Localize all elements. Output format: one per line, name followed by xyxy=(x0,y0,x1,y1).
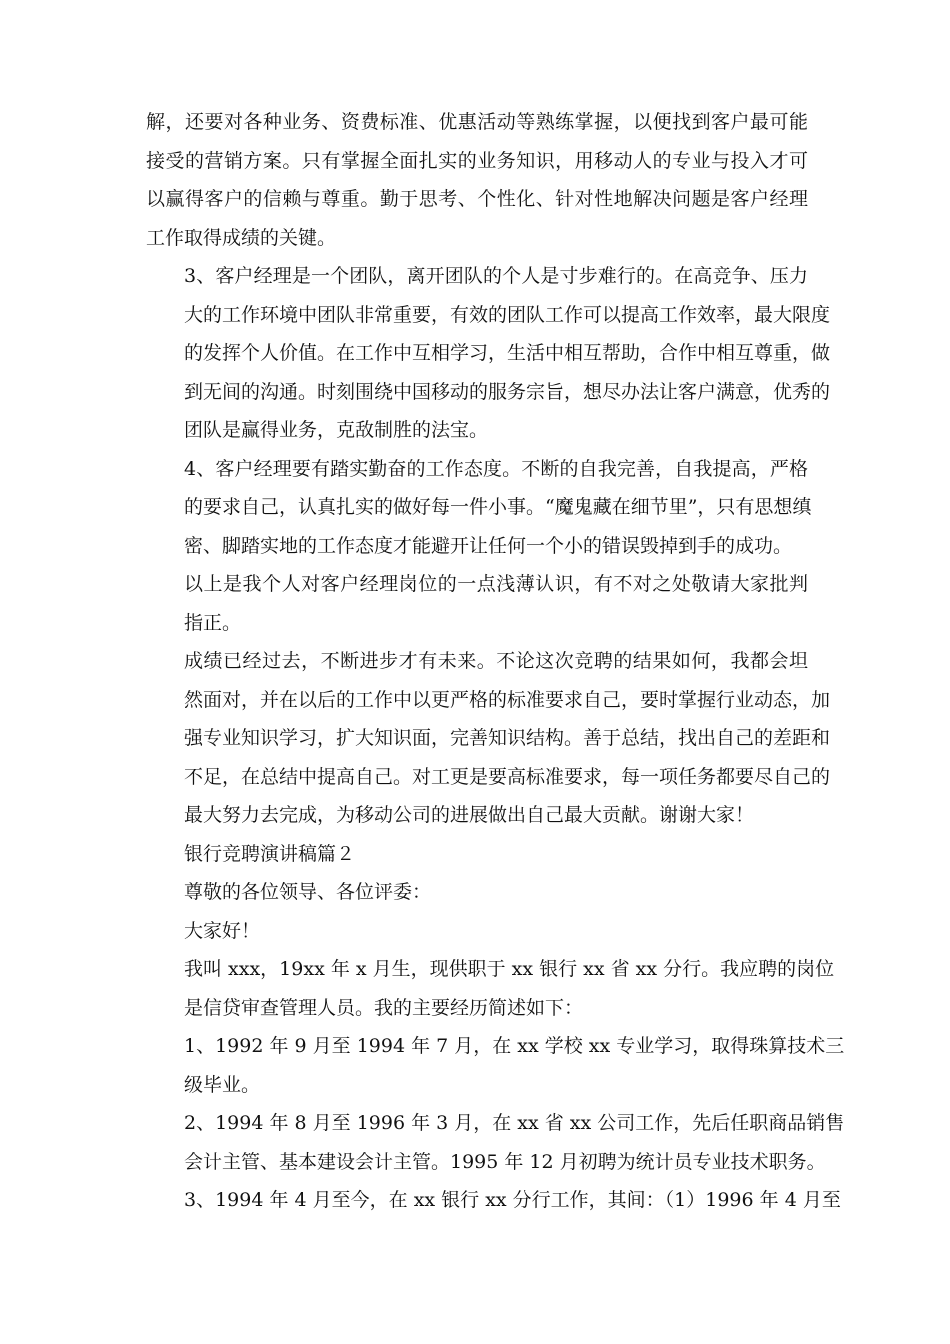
paragraph-p12 xyxy=(146,1181,841,1220)
paragraph-p11 xyxy=(146,1104,845,1181)
paragraph-p4 xyxy=(146,565,808,642)
paragraph-p7 xyxy=(146,873,808,912)
paragraph-p1 xyxy=(146,103,808,257)
paragraph-p8 xyxy=(146,912,808,951)
text-line: 大的工作环境中团队非常重要，有效的团队工作可以提高工作效率，最大限度 xyxy=(184,303,831,326)
document-body xyxy=(146,103,845,1220)
text-line: 的发挥个人价值。在工作中互相学习，生活中相互帮助，合作中相互尊重，做 xyxy=(184,342,831,364)
paragraph-p6 xyxy=(146,835,808,874)
text-line: 不足，在总结中提高自己。对工更是要高标准要求，每一项任务都要尽自己的 xyxy=(184,765,831,788)
text-line: 是信贷审查管理人员。我的主要经历简述如下： xyxy=(184,996,584,1019)
text-line: 我叫 xxx，19xx 年 x 月生，现供职于 xx 银行 xx 省 xx 分行。我应聘的岗位 xyxy=(184,958,835,980)
text-line: 解，还要对各种业务、资费标准、优惠活动等熟练掌握，以便找到客户最可能 xyxy=(146,111,808,133)
text-line: 密、脚踏实地的工作态度才能避开让任何一个小的错误毁掉到手的成功。 xyxy=(184,534,793,557)
text-line: 强专业知识学习，扩大知识面，完善知识结构。善于总结，找出自己的差距和 xyxy=(184,727,831,749)
text-line: 银行竞聘演讲稿篇２ xyxy=(184,842,356,865)
text-line: 指正。 xyxy=(184,611,242,634)
paragraph-p9 xyxy=(146,950,835,1027)
text-line: 4、客户经理要有踏实勤奋的工作态度。不断的自我完善，自我提高，严格 xyxy=(184,457,808,480)
paragraph-p10 xyxy=(146,1027,845,1104)
paragraph-p2 xyxy=(146,257,831,450)
text-line: 尊敬的各位领导、各位评委： xyxy=(184,881,432,903)
text-line: 团队是赢得业务，克敌制胜的法宝。 xyxy=(184,419,489,441)
text-line: 然面对，并在以后的工作中以更严格的标准要求自己，要时掌握行业动态，加 xyxy=(184,688,831,711)
text-line: 最大努力去完成，为移动公司的进展做出自己最大贡献。谢谢大家！ xyxy=(184,804,755,826)
text-line: 成绩已经过去，不断进步才有未来。不论这次竞聘的结果如何，我都会坦 xyxy=(184,650,808,672)
text-line: 大家好！ xyxy=(184,919,261,942)
text-line: 工作取得成绩的关键。 xyxy=(146,226,337,249)
text-line: 3、客户经理是一个团队，离开团队的个人是寸步难行的。在高竞争、压力 xyxy=(184,265,808,287)
text-line: 接受的营销方案。只有掌握全面扎实的业务知识，用移动人的专业与投入才可 xyxy=(146,149,808,172)
paragraph-p3 xyxy=(146,450,812,566)
paragraph-p5 xyxy=(146,642,831,835)
text-line: 2、1994 年 8 月至 1996 年 3 月，在 xx 省 xx 公司工作，先后任职商品销售 xyxy=(184,1112,845,1134)
text-line: 以上是我个人对客户经理岗位的一点浅薄认识，有不对之处敬请大家批判 xyxy=(184,573,808,595)
text-line: 会计主管、基本建设会计主管。1995 年 12 月初聘为统计员专业技术职务。 xyxy=(184,1150,826,1173)
text-line: 3、1994 年 4 月至今，在 xx 银行 xx 分行工作，其间：（1）1996 年 4 月至 xyxy=(184,1189,841,1211)
text-line: 的要求自己，认真扎实的做好每一件小事。“魔鬼藏在细节里”，只有思想缜 xyxy=(184,496,812,518)
text-line: 级毕业。 xyxy=(184,1073,261,1096)
text-line: 1、1992 年 9 月至 1994 年 7 月，在 xx 学校 xx 专业学习，取得珠算技术三 xyxy=(184,1035,845,1057)
text-line: 到无间的沟通。时刻围绕中国移动的服务宗旨，想尽办法让客户满意，优秀的 xyxy=(184,380,831,403)
text-line: 以赢得客户的信赖与尊重。勤于思考、个性化、针对性地解决问题是客户经理 xyxy=(146,188,808,210)
